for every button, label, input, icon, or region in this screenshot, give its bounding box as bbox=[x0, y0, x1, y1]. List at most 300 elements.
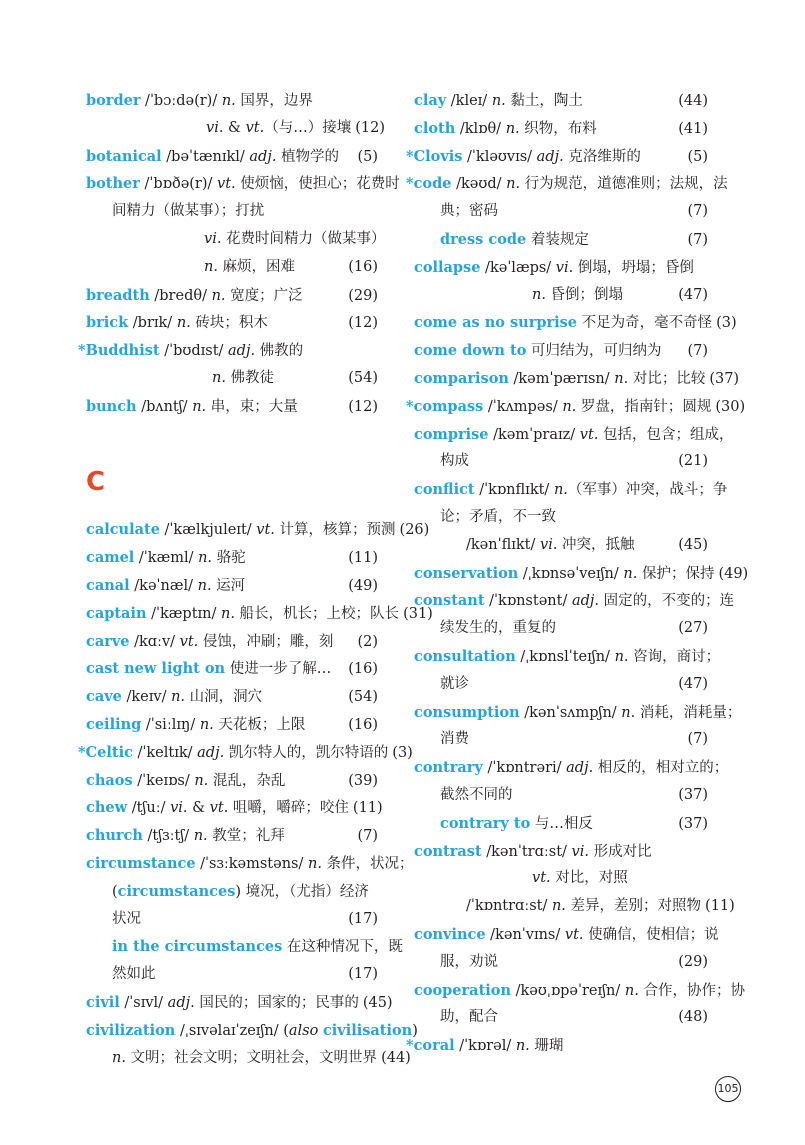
unit-reference: (7) bbox=[357, 828, 378, 845]
headword: bother bbox=[86, 175, 140, 193]
glossary-line bbox=[414, 726, 708, 754]
glossary-line bbox=[414, 532, 708, 560]
glossary-line bbox=[414, 671, 708, 699]
headword: compass bbox=[413, 397, 484, 415]
part-of-speech: vi. bbox=[206, 119, 224, 136]
entry-fragment: 消耗，消耗量； bbox=[635, 704, 742, 721]
optional-word-marker: * bbox=[406, 397, 414, 415]
part-of-speech: vt. bbox=[179, 633, 199, 650]
entry-text bbox=[414, 87, 674, 116]
entry-fragment: 对比；比较 bbox=[628, 370, 706, 387]
glossary-line bbox=[86, 878, 378, 906]
entry-fragment: 咀嚼，嚼碎；咬住 bbox=[228, 800, 349, 817]
entry-fragment: 服，劝说 bbox=[440, 953, 498, 970]
entry-fragment: 黏土，陶土 bbox=[505, 93, 583, 109]
part-of-speech: n. bbox=[505, 120, 520, 137]
headword: Celtic bbox=[85, 743, 133, 761]
part-of-speech: n. bbox=[551, 898, 566, 915]
headword: ceiling bbox=[86, 715, 142, 733]
part-of-speech: n. bbox=[491, 93, 506, 109]
unit-reference: (29) bbox=[678, 953, 708, 970]
glossary-line bbox=[414, 699, 742, 727]
part-of-speech: n. bbox=[199, 716, 214, 733]
entry-text bbox=[86, 767, 344, 796]
entry-text bbox=[414, 365, 705, 394]
unit-reference: (47) bbox=[678, 286, 708, 303]
headword: captain bbox=[86, 604, 147, 622]
unit-reference: (12) bbox=[355, 119, 385, 136]
entry-text bbox=[86, 87, 374, 116]
headword: breadth bbox=[86, 286, 150, 304]
part-of-speech: vi. bbox=[170, 800, 188, 817]
unit-reference: (17) bbox=[348, 910, 378, 927]
entry-fragment: 行为规范，道德准则；法规，法 bbox=[520, 176, 728, 193]
glossary-line bbox=[414, 838, 708, 866]
entry-fragment: /ˌkɒnsəˈveɪʃn/ bbox=[518, 565, 624, 582]
headword: contrary bbox=[414, 759, 483, 777]
entry-text bbox=[86, 989, 359, 1018]
glossary-line bbox=[414, 448, 708, 476]
entry-text bbox=[440, 949, 674, 977]
glossary-line bbox=[86, 226, 386, 254]
entry-fragment: /ˈsɜːkəmstəns/ bbox=[195, 855, 308, 872]
entry-text bbox=[78, 337, 374, 366]
glossary-line bbox=[414, 421, 734, 449]
part-of-speech: n. bbox=[211, 287, 226, 304]
entry-text bbox=[414, 421, 734, 450]
part-of-speech: vi. bbox=[204, 230, 222, 247]
glossary-line bbox=[406, 1032, 708, 1060]
entry-fragment: /kleɪ/ bbox=[446, 93, 492, 109]
optional-word-marker: * bbox=[406, 1037, 414, 1055]
glossary-line bbox=[414, 865, 708, 893]
part-of-speech: n. bbox=[176, 315, 191, 332]
entry-fragment: 织物，布料 bbox=[519, 120, 597, 137]
part-of-speech: n. bbox=[192, 398, 207, 415]
part-of-speech: vi. bbox=[540, 536, 558, 553]
glossary-line bbox=[78, 739, 413, 767]
entry-fragment: /ˈkɒntrɑːst/ bbox=[466, 898, 552, 915]
entry-fragment: /kəʊd/ bbox=[451, 176, 507, 193]
entry-text bbox=[86, 683, 344, 712]
optional-word-marker: * bbox=[406, 175, 414, 193]
entry-fragment: 固定的，不变的；连 bbox=[599, 593, 735, 610]
headword: brick bbox=[86, 314, 129, 332]
entry-fragment: 计算，核算；预测 bbox=[274, 522, 396, 539]
glossary-line bbox=[414, 115, 708, 143]
headword: constant bbox=[414, 592, 485, 610]
entry-fragment: 花费时间精力（做某事） bbox=[221, 230, 386, 247]
part-of-speech: n. bbox=[197, 577, 212, 594]
part-of-speech: n. bbox=[532, 286, 546, 303]
unit-reference: (54) bbox=[348, 689, 378, 706]
entry-fragment: 国民的；国家的；民事的 bbox=[194, 994, 359, 1011]
entry-fragment: /ˈkləʊvɪs/ bbox=[462, 148, 537, 165]
glossary-line bbox=[86, 254, 378, 282]
entry-text bbox=[86, 850, 414, 879]
entry-fragment: 对比，对照 bbox=[550, 870, 628, 887]
entry-fragment: 串，束；大量 bbox=[206, 398, 298, 415]
unit-reference: (49) bbox=[718, 565, 749, 582]
part-of-speech: n. bbox=[212, 369, 226, 386]
right-column bbox=[406, 87, 749, 1060]
entry-fragment: /ˈsiːlɪŋ/ bbox=[141, 716, 200, 733]
entry-fragment: 船长，机长；上校；队长 bbox=[234, 605, 400, 622]
glossary-line bbox=[414, 87, 708, 115]
headword: botanical bbox=[86, 147, 162, 165]
headword: in the circumstances bbox=[112, 938, 283, 956]
headword: calculate bbox=[86, 521, 160, 539]
entry-fragment: /ˈsɪvl/ bbox=[119, 994, 168, 1011]
entry-text bbox=[440, 782, 674, 810]
entry-text bbox=[440, 226, 683, 255]
glossary-line bbox=[414, 643, 721, 671]
entry-fragment: 宽度；广泛 bbox=[225, 287, 303, 304]
entry-fragment: 骆驼 bbox=[212, 550, 246, 567]
headword: circumstance bbox=[86, 854, 196, 872]
entry-fragment: /ˈkæptɪn/ bbox=[146, 605, 221, 622]
glossary-line bbox=[86, 115, 385, 143]
part-of-speech: adj. bbox=[228, 343, 256, 360]
unit-reference: (12) bbox=[348, 315, 378, 332]
entry-fragment: /kənˈvɪns/ bbox=[485, 926, 565, 943]
glossary-line bbox=[414, 226, 708, 254]
entry-fragment: ( bbox=[112, 883, 118, 900]
part-of-speech: vt. bbox=[256, 522, 275, 539]
headword: cave bbox=[86, 688, 122, 706]
headword: collapse bbox=[414, 258, 481, 276]
entry-text bbox=[204, 254, 344, 282]
headword: come as no surprise bbox=[414, 314, 578, 332]
unit-reference: (7) bbox=[687, 343, 708, 360]
entry-fragment: 植物学的 bbox=[276, 148, 340, 165]
entry-fragment: ) bbox=[412, 1022, 418, 1039]
entry-fragment: /ˈkɒrəl/ bbox=[454, 1038, 516, 1055]
glossary-line bbox=[86, 572, 378, 600]
entry-fragment: /bəˈtænɪkl/ bbox=[161, 148, 250, 165]
glossary-line bbox=[86, 794, 383, 822]
entry-fragment: /ˈkeɪɒs/ bbox=[132, 772, 195, 789]
part-of-speech: adj. bbox=[571, 593, 599, 610]
entry-fragment: 助，配合 bbox=[440, 1009, 498, 1026]
entry-text bbox=[112, 906, 344, 934]
entry-fragment: 构成 bbox=[440, 453, 469, 470]
entry-text bbox=[414, 476, 727, 505]
headword: comprise bbox=[414, 425, 489, 443]
entry-fragment: 珊瑚 bbox=[529, 1038, 564, 1055]
glossary-line bbox=[78, 337, 378, 365]
headword: civilisation bbox=[322, 1021, 413, 1039]
entry-text bbox=[414, 643, 720, 672]
unit-reference: (16) bbox=[348, 661, 378, 678]
glossary-line bbox=[414, 198, 708, 226]
unit-reference: (54) bbox=[348, 369, 378, 386]
unit-reference: (37) bbox=[678, 786, 708, 803]
entry-text bbox=[440, 615, 674, 643]
glossary-line bbox=[86, 850, 414, 878]
headword: Buddhist bbox=[85, 342, 160, 360]
entry-fragment: /kəʊˌɒpəˈreɪʃn/ bbox=[511, 982, 625, 999]
entry-text bbox=[86, 628, 353, 657]
part-of-speech: n. bbox=[171, 689, 186, 706]
glossary-line bbox=[86, 655, 378, 683]
entry-fragment: 佛教的 bbox=[255, 343, 304, 360]
entry-fragment: 可归结为，可归纳为 bbox=[526, 343, 662, 360]
part-of-speech: n. bbox=[221, 605, 235, 622]
entry-fragment: /kəmˈpraɪz/ bbox=[488, 426, 580, 443]
entry-fragment: /kəˈnæl/ bbox=[129, 577, 198, 594]
entry-text bbox=[414, 977, 745, 1006]
glossary-line bbox=[86, 628, 378, 656]
entry-fragment: /brɪk/ bbox=[128, 315, 177, 332]
entry-text bbox=[112, 933, 403, 962]
entry-fragment: 砖块；积木 bbox=[190, 315, 268, 332]
glossary-line bbox=[86, 1045, 411, 1073]
entry-fragment: 典；密码 bbox=[440, 203, 498, 220]
glossary-line bbox=[414, 615, 708, 643]
entry-fragment: ) 境况，（尤指）经济 bbox=[235, 883, 369, 900]
unit-reference: (16) bbox=[348, 258, 378, 275]
entry-text bbox=[86, 711, 344, 740]
unit-reference: (44) bbox=[381, 1049, 411, 1066]
part-of-speech: vi. bbox=[571, 843, 589, 860]
entry-text bbox=[414, 838, 704, 867]
glossary-line bbox=[86, 198, 378, 226]
entry-fragment: 相反的，相对立的； bbox=[593, 760, 729, 777]
unit-reference: (5) bbox=[357, 148, 378, 165]
headword: contrast bbox=[414, 842, 482, 860]
unit-reference: (49) bbox=[348, 577, 378, 594]
part-of-speech: adj. bbox=[167, 994, 195, 1011]
unit-reference: (39) bbox=[348, 772, 378, 789]
headword: bunch bbox=[86, 397, 137, 415]
unit-reference: (11) bbox=[348, 550, 378, 567]
entry-fragment: /ˈkeltɪk/ bbox=[132, 744, 198, 761]
entry-fragment: & bbox=[187, 800, 210, 817]
headword: contrary to bbox=[440, 814, 531, 832]
entry-fragment: 不足为奇，毫不奇怪 bbox=[577, 315, 713, 332]
glossary-line bbox=[86, 822, 378, 850]
glossary-line bbox=[86, 170, 400, 198]
entry-fragment: 昏倒；倒塌 bbox=[545, 286, 624, 303]
part-of-speech: n. bbox=[614, 648, 629, 665]
glossary-line bbox=[414, 782, 708, 810]
entry-fragment: /tʃuː/ bbox=[127, 800, 171, 817]
entry-fragment: 运河 bbox=[211, 577, 246, 594]
glossary-line bbox=[86, 961, 378, 989]
entry-text bbox=[414, 754, 728, 783]
entry-fragment: 使烦恼，使担心；花费时 bbox=[235, 176, 400, 193]
unit-reference: (45) bbox=[362, 994, 393, 1011]
entry-text bbox=[406, 393, 712, 422]
entry-text bbox=[414, 254, 704, 283]
part-of-speech: vt. bbox=[532, 870, 551, 887]
headword: code bbox=[413, 175, 452, 193]
entry-fragment: /ˈbɒðə(r)/ bbox=[139, 176, 218, 193]
glossary-line bbox=[86, 282, 378, 310]
glossary-line bbox=[86, 309, 378, 337]
part-of-speech: vt. bbox=[209, 800, 229, 817]
headword: canal bbox=[86, 576, 130, 594]
entry-text bbox=[414, 699, 741, 728]
entry-text bbox=[406, 143, 683, 172]
headword: chaos bbox=[86, 771, 133, 789]
unit-reference: (29) bbox=[348, 287, 378, 304]
entry-fragment: 冲突，抵触 bbox=[557, 536, 635, 553]
entry-fragment: 论；矛盾，不一致 bbox=[440, 508, 556, 525]
unit-reference: (37) bbox=[678, 815, 708, 832]
part-of-speech: adj. bbox=[566, 760, 594, 777]
entry-text bbox=[440, 810, 674, 839]
glossary-line bbox=[86, 1017, 418, 1045]
glossary-line bbox=[86, 365, 378, 393]
entry-text bbox=[112, 961, 344, 989]
entry-text bbox=[440, 198, 683, 226]
part-of-speech: also bbox=[288, 1022, 319, 1039]
glossary-line bbox=[414, 921, 719, 949]
entry-fragment: 间精力（做某事）；打扰 bbox=[112, 203, 265, 220]
entry-fragment: 续发生的，重复的 bbox=[440, 620, 556, 637]
part-of-speech: n. bbox=[623, 565, 638, 582]
unit-reference: (7) bbox=[687, 203, 708, 220]
glossary-line bbox=[414, 476, 728, 504]
headword: comparison bbox=[414, 369, 509, 387]
entry-fragment: /ˈbɔːdə(r)/ bbox=[140, 93, 222, 109]
unit-reference: (37) bbox=[709, 370, 740, 387]
entry-fragment: 然如此 bbox=[112, 966, 156, 983]
entry-fragment: 截然不同的 bbox=[440, 786, 513, 803]
unit-reference: (48) bbox=[678, 1009, 708, 1026]
glossary-line bbox=[86, 600, 433, 628]
glossary-line bbox=[414, 504, 708, 532]
entry-text bbox=[440, 504, 704, 532]
entry-text bbox=[86, 516, 396, 545]
entry-fragment: /ˈkɒnflɪkt/ bbox=[474, 482, 554, 499]
glossary-line bbox=[414, 282, 708, 310]
part-of-speech: n. bbox=[204, 258, 218, 275]
entry-text bbox=[78, 739, 389, 768]
glossary-line bbox=[414, 893, 735, 921]
entry-fragment: 使进一步了解… bbox=[225, 661, 332, 678]
part-of-speech: n. bbox=[553, 482, 568, 499]
entry-fragment: 倒塌，坍塌；昏倒 bbox=[573, 259, 694, 276]
glossary-line bbox=[414, 949, 708, 977]
glossary-line bbox=[86, 989, 393, 1017]
part-of-speech: n. bbox=[194, 772, 209, 789]
glossary-line bbox=[406, 143, 708, 171]
entry-text bbox=[86, 655, 344, 684]
unit-reference: (21) bbox=[678, 453, 708, 470]
entry-text bbox=[112, 1045, 377, 1073]
entry-text bbox=[86, 143, 353, 172]
entry-fragment: 消费 bbox=[440, 731, 469, 748]
glossary-line bbox=[414, 365, 740, 393]
headword: consumption bbox=[414, 703, 520, 721]
entry-fragment: /kɑːv/ bbox=[129, 633, 180, 650]
part-of-speech: adj. bbox=[249, 148, 277, 165]
optional-word-marker: * bbox=[406, 147, 414, 165]
entry-fragment: /kənˈflɪkt/ bbox=[466, 536, 540, 553]
glossary-line bbox=[86, 683, 378, 711]
entry-text bbox=[212, 365, 344, 393]
glossary-line bbox=[414, 254, 708, 282]
headword: camel bbox=[86, 549, 135, 567]
glossary-line bbox=[86, 933, 403, 961]
part-of-speech: n. bbox=[506, 176, 521, 193]
entry-fragment: 克洛维斯的 bbox=[563, 148, 641, 165]
headword: church bbox=[86, 827, 143, 845]
unit-reference: (31) bbox=[403, 605, 433, 622]
part-of-speech: n. bbox=[515, 1038, 530, 1055]
glossary-line bbox=[86, 143, 378, 171]
entry-text bbox=[204, 226, 386, 254]
entry-fragment: /ˌsɪvəlaɪˈzeɪʃn/ ( bbox=[175, 1022, 289, 1039]
unit-reference: (44) bbox=[678, 93, 708, 109]
entry-fragment: 天花板；上限 bbox=[213, 716, 306, 733]
unit-reference: (27) bbox=[678, 620, 708, 637]
page-number: 105 bbox=[715, 1076, 741, 1102]
part-of-speech: n. bbox=[193, 828, 208, 845]
entry-text bbox=[532, 282, 674, 310]
part-of-speech: vt. bbox=[579, 426, 599, 443]
entry-text bbox=[112, 198, 374, 226]
glossary-line bbox=[86, 544, 378, 572]
entry-text bbox=[414, 337, 683, 366]
entry-fragment: 咨询，商讨； bbox=[628, 648, 721, 665]
headword: Clovis bbox=[413, 147, 463, 165]
entry-fragment: /kəmˈpærɪsn/ bbox=[508, 370, 615, 387]
entry-text bbox=[86, 822, 353, 851]
entry-fragment: /klɒθ/ bbox=[455, 120, 506, 137]
entry-text bbox=[440, 726, 683, 754]
entry-fragment: /ˈkɒnstənt/ bbox=[484, 593, 572, 610]
part-of-speech: vt. bbox=[564, 926, 584, 943]
entry-fragment: 混乱，杂乱 bbox=[208, 772, 286, 789]
entry-fragment: 条件，状况； bbox=[321, 855, 414, 872]
entry-fragment: /ˈkɒntrəri/ bbox=[482, 760, 567, 777]
entry-fragment: 保护；保持 bbox=[637, 565, 715, 582]
unit-reference: (2) bbox=[357, 633, 378, 650]
entry-fragment: /ˈkʌmpəs/ bbox=[483, 398, 563, 415]
entry-fragment: （军事）冲突，战斗；争 bbox=[567, 482, 728, 499]
part-of-speech: adj. bbox=[197, 744, 225, 761]
unit-reference: (7) bbox=[687, 231, 708, 248]
entry-fragment: 合作，协作；协 bbox=[638, 982, 745, 999]
unit-reference: (11) bbox=[352, 800, 383, 817]
glossary-line bbox=[406, 393, 746, 421]
glossary-line bbox=[86, 87, 378, 115]
entry-text bbox=[86, 600, 399, 629]
entry-text bbox=[532, 865, 704, 893]
headword: carve bbox=[86, 632, 130, 650]
optional-word-marker: * bbox=[78, 342, 86, 360]
unit-reference: (41) bbox=[678, 120, 708, 137]
entry-fragment: 凯尔特人的，凯尔特语的 bbox=[224, 744, 389, 761]
unit-reference: (47) bbox=[678, 675, 708, 692]
entry-fragment: 就诊 bbox=[440, 675, 469, 692]
glossary-line bbox=[414, 587, 735, 615]
glossary-line bbox=[86, 767, 378, 795]
entry-fragment: 着装规定 bbox=[526, 231, 589, 248]
glossary-line bbox=[414, 810, 708, 838]
entry-text bbox=[112, 878, 374, 907]
entry-text bbox=[414, 587, 734, 616]
part-of-speech: n. bbox=[221, 93, 236, 109]
entry-fragment: 麻烦，困难 bbox=[217, 258, 296, 275]
entry-text bbox=[86, 794, 349, 823]
part-of-speech: n. bbox=[198, 550, 213, 567]
entry-text bbox=[406, 170, 728, 199]
